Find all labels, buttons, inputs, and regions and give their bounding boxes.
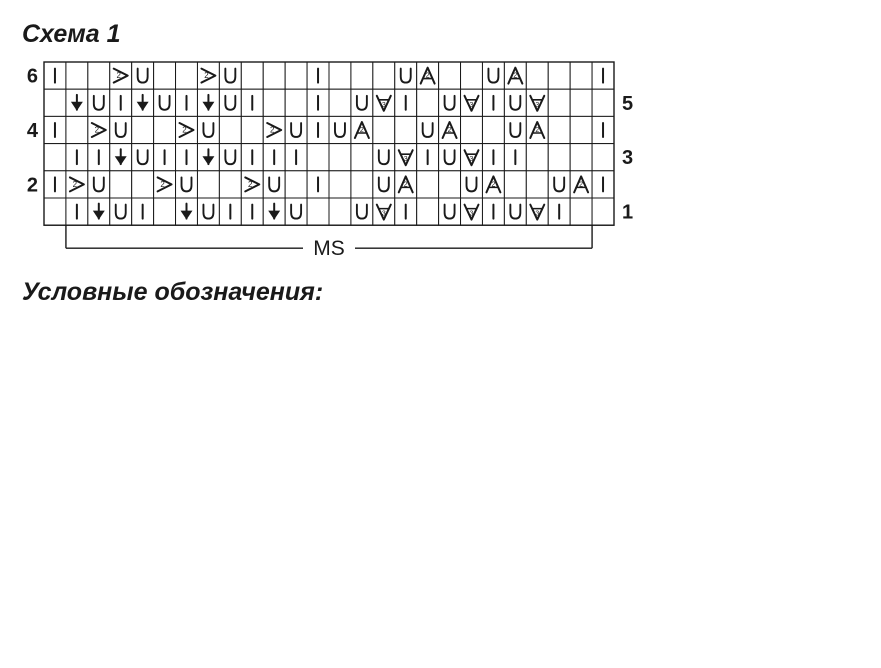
chart-cell-purl-symbol [285, 171, 307, 198]
chart-cell-purl-symbol [132, 116, 154, 143]
chart-cell-knit-symbol [307, 171, 329, 198]
row-number-1: 1 [622, 201, 634, 224]
svg-text:2: 2 [248, 179, 253, 189]
svg-text:2: 2 [535, 126, 540, 134]
chart-cell-k3tog-symbol [526, 116, 548, 143]
chart-cell-purl-symbol [307, 198, 329, 225]
chart-cell-purl-symbol [592, 198, 614, 225]
chart-cell-k3tog-symbol [570, 171, 592, 198]
chart-cell-knit-symbol [504, 144, 526, 171]
chart-title: Схема 1 [22, 20, 121, 48]
chart-cell-purl-symbol [592, 144, 614, 171]
chart-cell-purl-symbol [461, 116, 483, 143]
svg-text:2: 2 [359, 126, 364, 134]
chart-cell-purl-symbol [241, 116, 263, 143]
chart-cell-knit-symbol [132, 198, 154, 225]
svg-text:2: 2 [72, 179, 78, 189]
chart-cell-yarn-over-symbol [285, 198, 307, 225]
chart-cell-purl-symbol [351, 171, 373, 198]
chart-cell-k2tog-symbol [110, 144, 132, 171]
chart-cell-knit-symbol [307, 62, 329, 89]
chart-cell-purl-symbol [132, 171, 154, 198]
chart-cell-k3tog-symbol [395, 171, 417, 198]
chart-cell-k2tog-symbol [263, 198, 285, 225]
svg-text:3: 3 [381, 101, 386, 109]
chart-cell-yarn-over-symbol [110, 198, 132, 225]
row-number-2: 2 [26, 174, 38, 197]
chart-cell-knit-symbol [285, 144, 307, 171]
chart-cell-purl-symbol [110, 171, 132, 198]
chart-cell-knit-symbol [176, 89, 198, 116]
chart-cell-purl-symbol [219, 171, 241, 198]
chart-cell-knit-symbol [307, 89, 329, 116]
chart-cell-purl-symbol [263, 89, 285, 116]
chart-cell-knit-symbol [44, 62, 66, 89]
chart-cell-purl-symbol [285, 62, 307, 89]
chart-cell-purl-symbol [154, 62, 176, 89]
chart-cell-ssk-symbol [197, 62, 219, 89]
svg-text:3: 3 [469, 210, 474, 218]
chart-cell-knit-symbol [417, 144, 439, 171]
chart-cell-purl-symbol [329, 171, 351, 198]
svg-text:2: 2 [204, 71, 209, 81]
chart-cell-yarn-over-symbol [504, 198, 526, 225]
svg-text:2: 2 [94, 125, 100, 135]
svg-text:2: 2 [403, 181, 408, 189]
chart-cell-yarn-over-symbol [88, 171, 110, 198]
chart-cell-purl-symbol [44, 198, 66, 225]
chart-cell-knit-symbol [482, 198, 504, 225]
chart-cell-knit-symbol [66, 144, 88, 171]
chart-cell-purl-symbol [154, 116, 176, 143]
chart-cell-purl-symbol [373, 62, 395, 89]
chart-cell-yarn-over-symbol [132, 144, 154, 171]
chart-cell-yarn-over-symbol [197, 116, 219, 143]
chart-cell-purl-symbol [417, 89, 439, 116]
chart-cell-yarn-over-symbol [373, 171, 395, 198]
chart-cell-yarn-over-symbol [154, 89, 176, 116]
chart-cell-purl-symbol [526, 62, 548, 89]
chart-cell-ssk-symbol [241, 171, 263, 198]
chart-cell-knit-symbol [219, 198, 241, 225]
chart-cell-purl-symbol [154, 198, 176, 225]
chart-cell-purl-symbol [417, 171, 439, 198]
chart-cell-yarn-over-symbol [439, 89, 461, 116]
chart-cell-k2tog-symbol [176, 198, 198, 225]
chart-cell-purl-symbol [219, 116, 241, 143]
chart-cell-purl-symbol [417, 198, 439, 225]
chart-cell-k2tog-symbol [88, 198, 110, 225]
chart-cell-yarn-over-symbol [88, 89, 110, 116]
chart-cell-k2tog-symbol [132, 89, 154, 116]
chart-cell-purl-symbol [44, 144, 66, 171]
chart-cell-purl-symbol [395, 116, 417, 143]
chart-cell-sk2p-symbol [461, 89, 483, 116]
row-number-5: 5 [622, 92, 634, 115]
chart-cell-ssk-symbol [263, 116, 285, 143]
chart-cell-purl-symbol [570, 116, 592, 143]
svg-text:2: 2 [513, 72, 518, 80]
chart-cell-purl-symbol [439, 62, 461, 89]
svg-text:3: 3 [381, 210, 386, 218]
chart-cell-yarn-over-symbol [219, 144, 241, 171]
chart-cell-yarn-over-symbol [439, 144, 461, 171]
chart-cell-knit-symbol [110, 89, 132, 116]
chart-cell-k3tog-symbol [417, 62, 439, 89]
chart-cell-purl-symbol [504, 171, 526, 198]
chart-cell-sk2p-symbol [373, 198, 395, 225]
chart-cell-purl-symbol [570, 198, 592, 225]
row-number-4: 4 [26, 120, 38, 142]
chart-cell-sk2p-symbol [526, 89, 548, 116]
chart-cell-purl-symbol [548, 116, 570, 143]
chart-cell-knit-symbol [44, 171, 66, 198]
chart-cell-sk2p-symbol [461, 144, 483, 171]
svg-text:3: 3 [403, 156, 408, 164]
chart-cell-purl-symbol [307, 144, 329, 171]
chart-cell-knit-symbol [548, 198, 570, 225]
chart-cell-purl-symbol [461, 62, 483, 89]
chart-cell-knit-symbol [395, 198, 417, 225]
chart-cell-yarn-over-symbol [439, 198, 461, 225]
chart-cell-yarn-over-symbol [219, 89, 241, 116]
svg-text:2: 2 [182, 125, 187, 135]
chart-cell-k3tog-symbol [504, 62, 526, 89]
chart-cell-knit-symbol [307, 116, 329, 143]
chart-cell-purl-symbol [329, 144, 351, 171]
chart-cell-yarn-over-symbol [504, 89, 526, 116]
knitting-chart [0, 0, 881, 270]
chart-cell-k3tog-symbol [351, 116, 373, 143]
svg-text:2: 2 [491, 181, 496, 189]
svg-text:3: 3 [469, 101, 474, 109]
chart-cell-yarn-over-symbol [351, 198, 373, 225]
chart-cell-purl-symbol [570, 89, 592, 116]
chart-cell-purl-symbol [351, 144, 373, 171]
chart-cell-knit-symbol [154, 144, 176, 171]
chart-cell-purl-symbol [88, 62, 110, 89]
chart-cell-knit-symbol [241, 198, 263, 225]
chart-cell-knit-symbol [592, 171, 614, 198]
chart-cell-yarn-over-symbol [482, 62, 504, 89]
chart-cell-knit-symbol [482, 144, 504, 171]
chart-cell-knit-symbol [395, 89, 417, 116]
chart-cell-purl-symbol [197, 171, 219, 198]
chart-cell-yarn-over-symbol [351, 89, 373, 116]
chart-cell-knit-symbol [88, 144, 110, 171]
legend-title: Условные обозначения: [22, 278, 324, 306]
chart-cell-purl-symbol [570, 62, 592, 89]
chart-cell-sk2p-symbol [373, 89, 395, 116]
chart-cell-yarn-over-symbol [417, 116, 439, 143]
row-number-3: 3 [622, 147, 634, 170]
svg-text:2: 2 [160, 179, 165, 189]
chart-cell-knit-symbol [482, 89, 504, 116]
chart-cell-yarn-over-symbol [263, 171, 285, 198]
svg-text:3: 3 [469, 156, 474, 164]
chart-cell-ssk-symbol [66, 171, 88, 198]
chart-cell-yarn-over-symbol [395, 62, 417, 89]
chart-cell-k2tog-symbol [197, 144, 219, 171]
chart-cell-yarn-over-symbol [197, 198, 219, 225]
chart-cell-yarn-over-symbol [176, 171, 198, 198]
chart-cell-yarn-over-symbol [504, 116, 526, 143]
chart-cell-purl-symbol [373, 116, 395, 143]
chart-cell-ssk-symbol [176, 116, 198, 143]
chart-cell-knit-symbol [44, 116, 66, 143]
chart-cell-purl-symbol [351, 62, 373, 89]
chart-cell-purl-symbol [526, 171, 548, 198]
chart-cell-ssk-symbol [154, 171, 176, 198]
chart-cell-k2tog-symbol [66, 89, 88, 116]
chart-cell-yarn-over-symbol [219, 62, 241, 89]
chart-cell-purl-symbol [66, 116, 88, 143]
chart-cell-yarn-over-symbol [110, 116, 132, 143]
chart-cell-knit-symbol [241, 89, 263, 116]
chart-cell-purl-symbol [285, 89, 307, 116]
chart-cell-knit-symbol [241, 144, 263, 171]
chart-cell-k3tog-symbol [439, 116, 461, 143]
chart-cell-purl-symbol [176, 62, 198, 89]
chart-cell-purl-symbol [439, 171, 461, 198]
chart-cell-purl-symbol [548, 144, 570, 171]
chart-cell-purl-symbol [548, 62, 570, 89]
svg-text:2: 2 [116, 71, 121, 81]
chart-cell-k2tog-symbol [197, 89, 219, 116]
chart-cell-purl-symbol [263, 62, 285, 89]
chart-cell-purl-symbol [329, 62, 351, 89]
chart-cell-knit-symbol [592, 62, 614, 89]
chart-cell-purl-symbol [329, 198, 351, 225]
svg-text:2: 2 [269, 125, 275, 135]
chart-cell-yarn-over-symbol [132, 62, 154, 89]
chart-cell-k3tog-symbol [482, 171, 504, 198]
chart-cell-sk2p-symbol [461, 198, 483, 225]
row-number-6: 6 [26, 65, 38, 88]
chart-cell-purl-symbol [548, 89, 570, 116]
chart-cell-yarn-over-symbol [285, 116, 307, 143]
chart-cell-yarn-over-symbol [548, 171, 570, 198]
chart-cell-purl-symbol [44, 89, 66, 116]
chart-cell-sk2p-symbol [395, 144, 417, 171]
chart-cell-knit-symbol [592, 116, 614, 143]
chart-cell-yarn-over-symbol [373, 144, 395, 171]
chart-cell-yarn-over-symbol [329, 116, 351, 143]
chart-cell-sk2p-symbol [526, 198, 548, 225]
chart-cell-purl-symbol [329, 89, 351, 116]
chart-cell-purl-symbol [66, 62, 88, 89]
chart-cell-knit-symbol [176, 144, 198, 171]
chart-cell-purl-symbol [241, 62, 263, 89]
chart-cell-purl-symbol [570, 144, 592, 171]
svg-text:3: 3 [535, 210, 540, 218]
ms-label: MS [313, 237, 345, 261]
chart-cell-purl-symbol [526, 144, 548, 171]
chart-cell-ssk-symbol [110, 62, 132, 89]
chart-cell-knit-symbol [263, 144, 285, 171]
chart-cell-knit-symbol [66, 198, 88, 225]
chart-cell-purl-symbol [592, 89, 614, 116]
chart-cell-purl-symbol [482, 116, 504, 143]
chart-cell-ssk-symbol [88, 116, 110, 143]
svg-text:2: 2 [579, 181, 584, 189]
svg-text:3: 3 [535, 101, 540, 109]
chart-cell-yarn-over-symbol [461, 171, 483, 198]
svg-text:2: 2 [447, 126, 452, 134]
svg-text:2: 2 [425, 72, 430, 80]
